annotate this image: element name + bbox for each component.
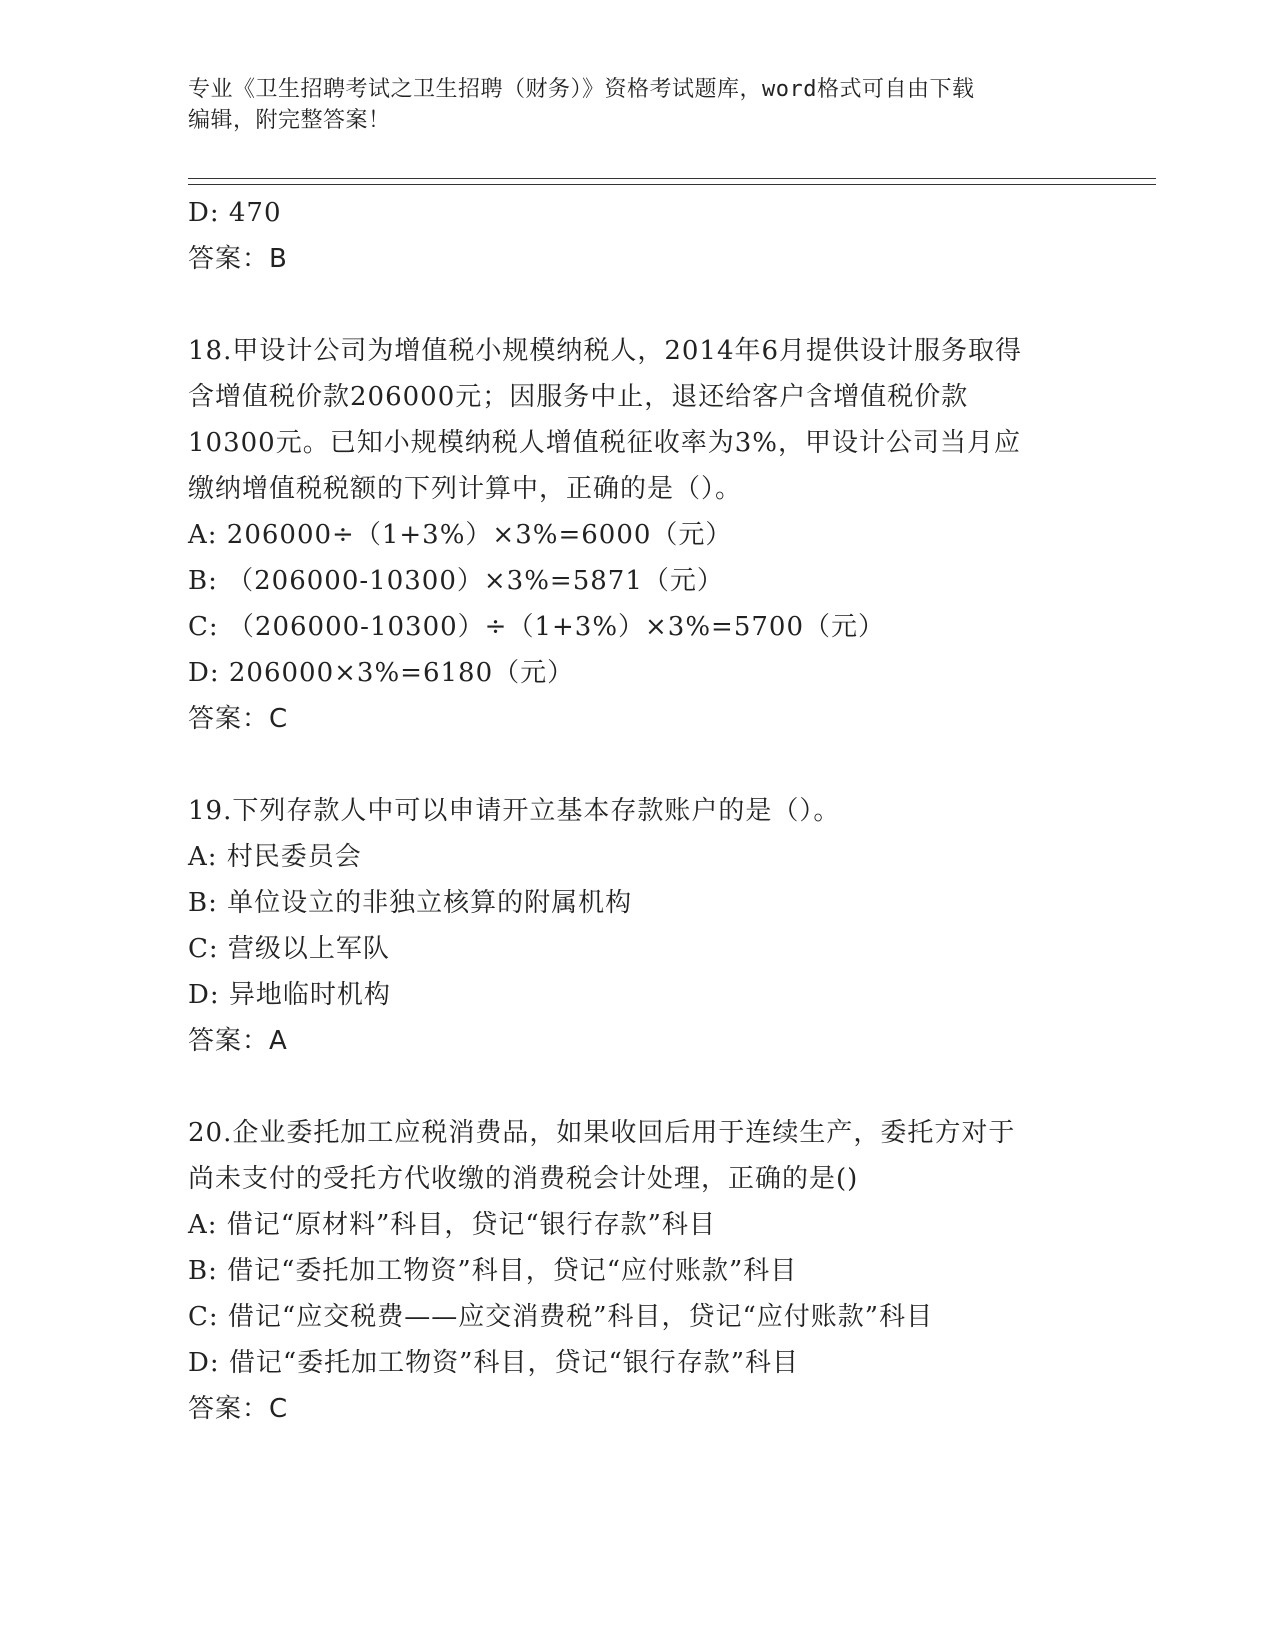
- document-header: [188, 74, 1088, 136]
- option-b: B: 单位设立的非独立核算的附属机构: [188, 888, 633, 918]
- option-d: D: 异地临时机构: [188, 980, 391, 1010]
- spacer: [188, 1064, 1088, 1110]
- header-divider: [188, 178, 1156, 185]
- answer-line: 答案：C: [188, 1394, 289, 1424]
- question-18: [188, 328, 1088, 742]
- question-stem: [188, 1110, 1088, 1202]
- question-stem: [188, 328, 1088, 512]
- previous-question-tail: [188, 190, 1088, 282]
- document-body: [188, 190, 1088, 1432]
- question-stem: [188, 788, 1088, 834]
- stem-line: 20.企业委托加工应税消费品，如果收回后用于连续生产，委托方对于: [188, 1118, 1016, 1148]
- option-c: C: 借记“应交税费——应交消费税”科目，贷记“应付账款”科目: [188, 1302, 934, 1332]
- question-19: [188, 788, 1088, 1064]
- option-d: D: 借记“委托加工物资”科目，贷记“银行存款”科目: [188, 1348, 800, 1378]
- answer-line: 答案：B: [188, 244, 288, 274]
- stem-line: 10300元。已知小规模纳税人增值税征收率为3%，甲设计公司当月应: [188, 428, 1021, 458]
- answer-line: 答案：C: [188, 704, 289, 734]
- question-20: [188, 1110, 1088, 1432]
- stem-line: 18.甲设计公司为增值税小规模纳税人，2014年6月提供设计服务取得: [188, 336, 1023, 366]
- spacer: [188, 282, 1088, 328]
- option-b: B: 借记“委托加工物资”科目，贷记“应付账款”科目: [188, 1256, 798, 1286]
- stem-line: 缴纳增值税税额的下列计算中，正确的是（）。: [188, 474, 743, 504]
- option-b: B: （206000-10300）×3%=5871（元）: [188, 566, 724, 596]
- stem-line: 19.下列存款人中可以申请开立基本存款账户的是（）。: [188, 796, 841, 826]
- stem-line: 含增值税价款206000元；因服务中止，退还给客户含增值税价款: [188, 382, 969, 412]
- option-a: A: 206000÷（1+3%）×3%=6000（元）: [188, 520, 733, 550]
- answer-line: 答案：A: [188, 1026, 288, 1056]
- option-c: C: （206000-10300）÷（1+3%）×3%=5700（元）: [188, 612, 886, 642]
- option-d: D: 206000×3%=6180（元）: [188, 658, 575, 688]
- option-a: A: 借记“原材料”科目，贷记“银行存款”科目: [188, 1210, 716, 1240]
- stem-line: 尚未支付的受托方代收缴的消费税会计处理，正确的是(): [188, 1164, 859, 1194]
- option-a: A: 村民委员会: [188, 842, 362, 872]
- header-line-2: 编辑，附完整答案！: [188, 108, 391, 133]
- option-d: D: 470: [188, 198, 282, 228]
- header-line-1: 专业《卫生招聘考试之卫生招聘（财务）》资格考试题库，word格式可自由下载: [188, 77, 975, 102]
- spacer: [188, 742, 1088, 788]
- option-c: C: 营级以上军队: [188, 934, 390, 964]
